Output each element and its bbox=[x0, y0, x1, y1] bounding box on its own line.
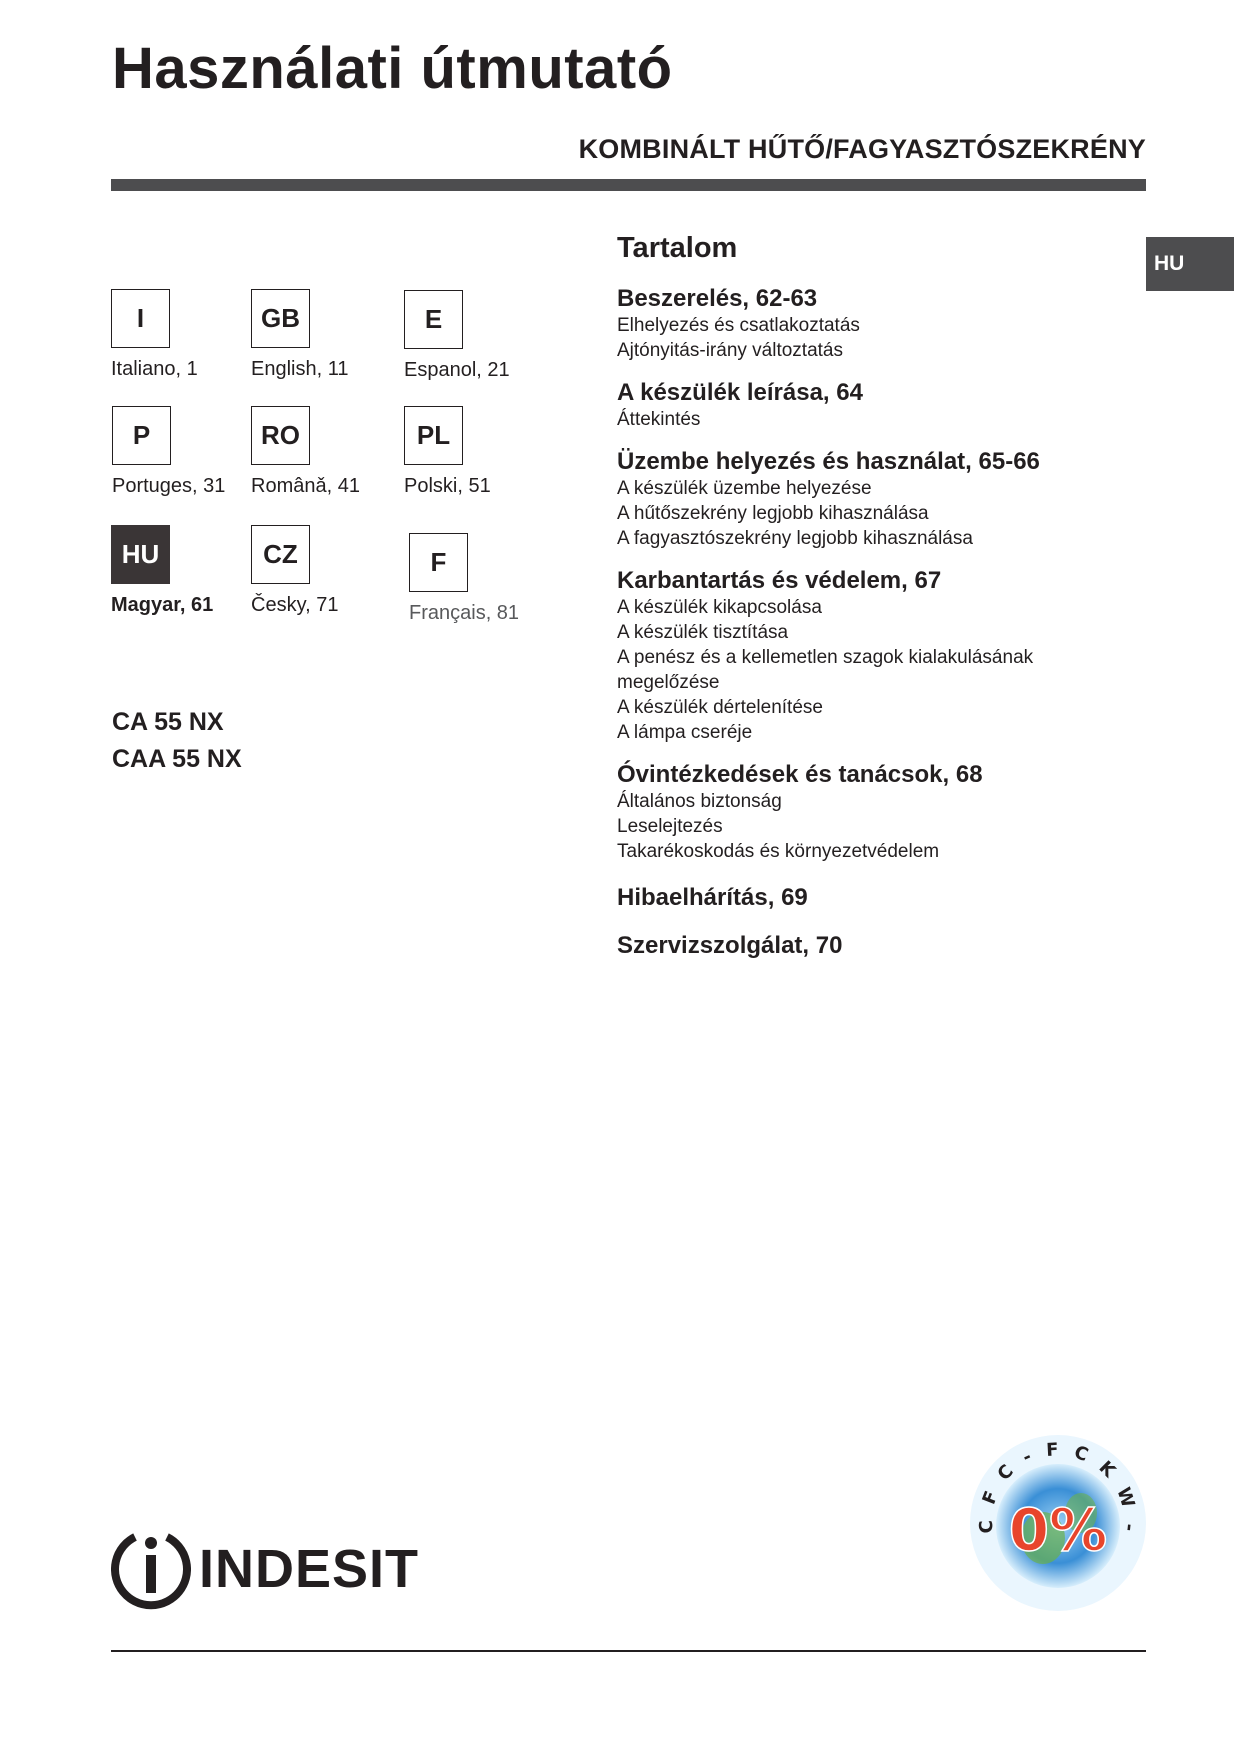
page-title: Használati útmutató bbox=[112, 36, 673, 101]
model-number: CAA 55 NX bbox=[112, 745, 242, 773]
footer-divider bbox=[111, 1650, 1146, 1652]
language-code-box-active: HU bbox=[111, 525, 170, 584]
toc-item: Általános biztonság bbox=[617, 791, 782, 812]
toc-section-title[interactable]: Üzembe helyezés és használat, 65-66 bbox=[617, 448, 1040, 475]
language-code-box: PL bbox=[404, 406, 463, 465]
header-divider bbox=[111, 179, 1146, 191]
toc-section[interactable] bbox=[617, 285, 1137, 363]
language-code-box: F bbox=[409, 533, 468, 592]
model-number: CA 55 NX bbox=[112, 708, 224, 736]
language-romana[interactable] bbox=[251, 406, 360, 498]
language-magyar[interactable] bbox=[111, 525, 213, 617]
language-cesky[interactable] bbox=[251, 525, 338, 617]
language-code-box: CZ bbox=[251, 525, 310, 584]
language-label: Italiano, 1 bbox=[111, 358, 198, 380]
toc-item: Takarékoskodás és környezetvédelem bbox=[617, 841, 940, 862]
toc-section-title[interactable]: Óvintézkedések és tanácsok, 68 bbox=[617, 761, 983, 788]
toc-item: A lámpa cseréje bbox=[617, 722, 753, 743]
language-label: Polski, 51 bbox=[404, 475, 491, 497]
badge-center-text: 0% bbox=[1008, 1496, 1108, 1564]
language-polski[interactable] bbox=[404, 406, 491, 498]
language-italiano[interactable] bbox=[111, 289, 198, 381]
badge-ring-text: C F C - F C K W - bbox=[975, 1439, 1141, 1537]
toc-item: A készülék dértelenítése bbox=[617, 697, 823, 718]
info-circle-icon bbox=[111, 1527, 191, 1611]
language-code-box: P bbox=[112, 406, 171, 465]
toc-section[interactable] bbox=[617, 379, 1137, 432]
language-label: English, 11 bbox=[251, 358, 349, 380]
toc-item: A készülék kikapcsolása bbox=[617, 597, 822, 618]
toc-section[interactable] bbox=[617, 932, 1137, 960]
language-label: Românǎ, 41 bbox=[251, 475, 360, 497]
toc-section[interactable] bbox=[617, 884, 1137, 912]
language-english[interactable] bbox=[251, 289, 348, 381]
language-code-box: GB bbox=[251, 289, 310, 348]
table-of-contents bbox=[617, 232, 1137, 976]
cfc-free-badge bbox=[963, 1428, 1153, 1623]
indesit-logo bbox=[111, 1527, 419, 1611]
product-subtitle: KOMBINÁLT HŰTŐ/FAGYASZTÓSZEKRÉNY bbox=[578, 134, 1146, 164]
toc-item: A penész és a kellemetlen szagok kialakulásának bbox=[617, 647, 1034, 668]
toc-section[interactable] bbox=[617, 761, 1137, 864]
language-espanol[interactable] bbox=[404, 290, 510, 382]
toc-item: A fagyasztószekrény legjobb kihasználása bbox=[617, 528, 973, 549]
language-francais[interactable] bbox=[409, 533, 519, 625]
toc-item: A készülék tisztítása bbox=[617, 622, 789, 643]
language-code-box: I bbox=[111, 289, 170, 348]
toc-section[interactable] bbox=[617, 448, 1137, 551]
language-code-box: RO bbox=[251, 406, 310, 465]
toc-section-title[interactable]: Karbantartás és védelem, 67 bbox=[617, 567, 942, 594]
toc-section-title[interactable]: Beszerelés, 62-63 bbox=[617, 285, 818, 312]
language-label: Portuges, 31 bbox=[112, 475, 226, 497]
brand-name: INDESIT bbox=[199, 1539, 420, 1599]
toc-title: Tartalom bbox=[617, 232, 738, 264]
globe-icon bbox=[963, 1428, 1153, 1618]
toc-item: A hűtőszekrény legjobb kihasználása bbox=[617, 503, 929, 524]
toc-item: Áttekintés bbox=[617, 409, 701, 430]
toc-section-title[interactable]: Hibaelhárítás, 69 bbox=[617, 884, 808, 911]
language-label: Français, 81 bbox=[409, 602, 520, 624]
language-portuges[interactable] bbox=[112, 406, 225, 498]
toc-item: Ajtónyitás-irány változtatás bbox=[617, 340, 843, 361]
language-tab-hu: HU bbox=[1146, 237, 1234, 291]
language-label-active: Magyar, 61 bbox=[111, 594, 214, 616]
toc-section-title[interactable]: A készülék leírása, 64 bbox=[617, 379, 863, 406]
toc-item: Elhelyezés és csatlakoztatás bbox=[617, 315, 860, 336]
toc-item: Leselejtezés bbox=[617, 816, 723, 837]
language-label: Česky, 71 bbox=[251, 594, 339, 616]
toc-item: A készülék üzembe helyezése bbox=[617, 478, 872, 499]
toc-section[interactable] bbox=[617, 567, 1137, 745]
language-label: Espanol, 21 bbox=[404, 359, 510, 381]
toc-item: megelőzése bbox=[617, 672, 720, 693]
toc-section-title[interactable]: Szervizszolgálat, 70 bbox=[617, 932, 843, 959]
language-code-box: E bbox=[404, 290, 463, 349]
